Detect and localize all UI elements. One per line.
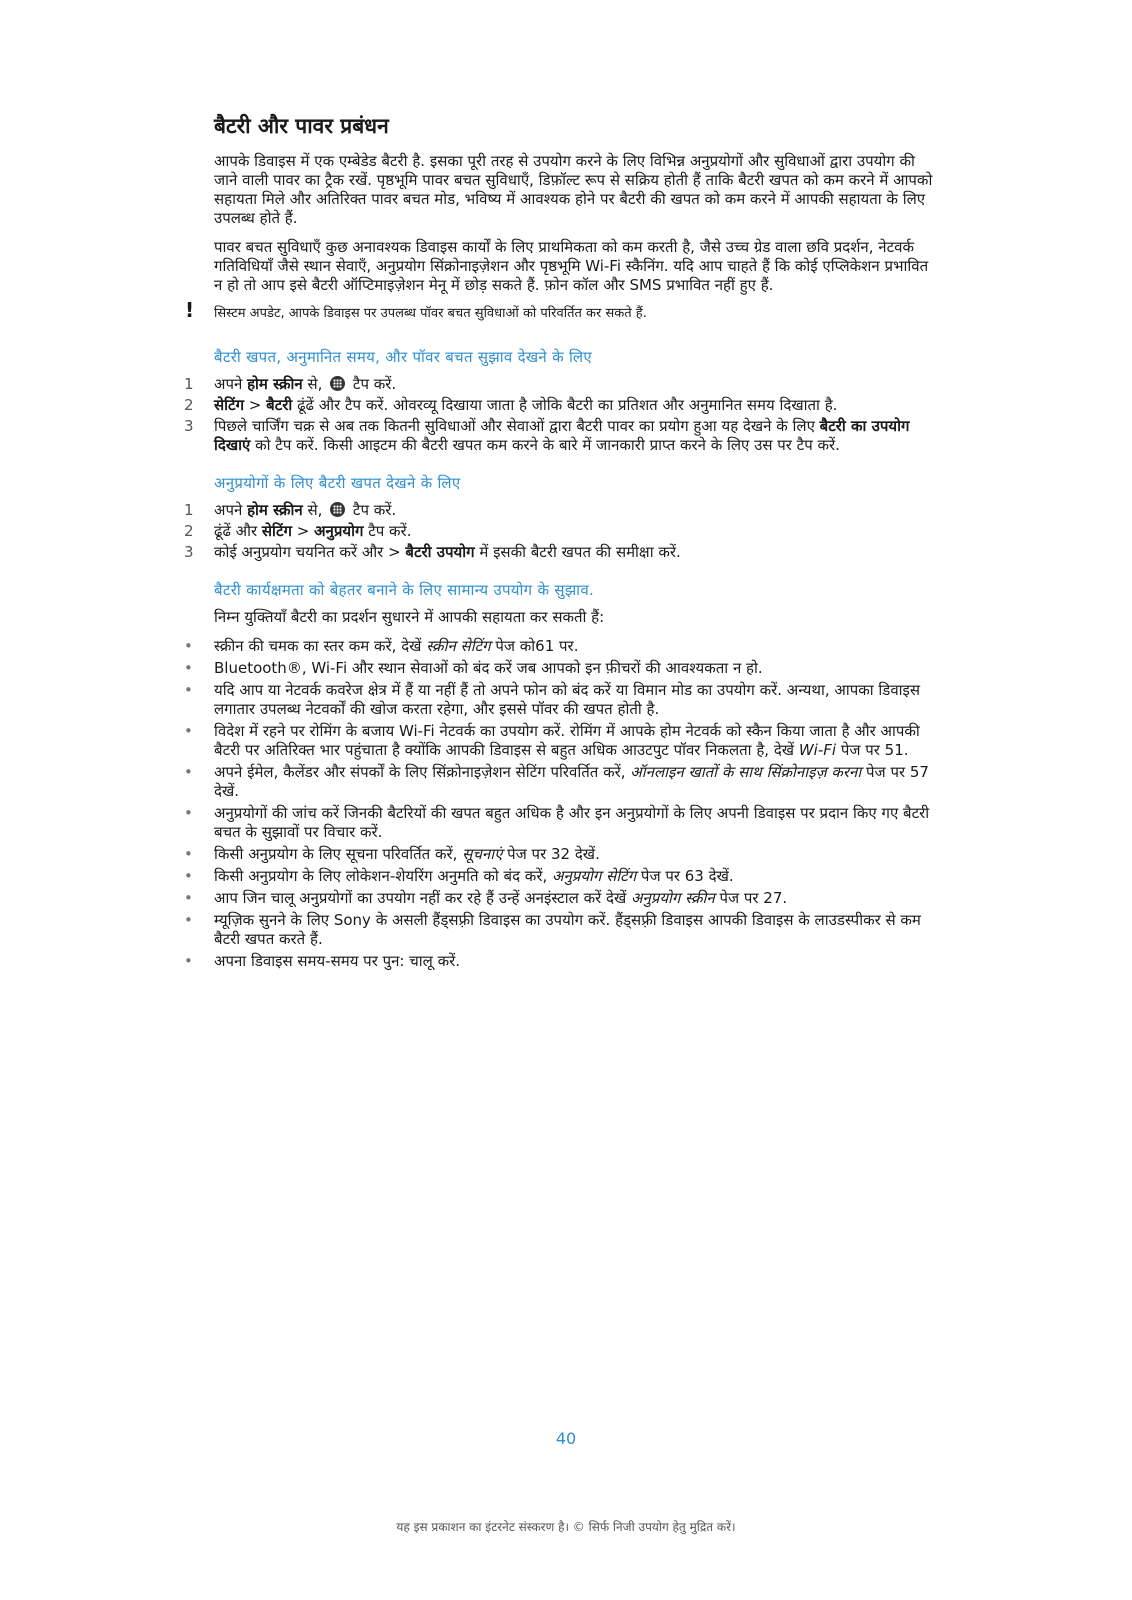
bullet: •: [184, 681, 193, 699]
exclamation-icon: !: [185, 298, 195, 322]
step-item: 1 अपने होम स्क्रीन से, टैप करें.: [184, 375, 397, 393]
step-item: 2 सेटिंग > बैटरी ढूंढें और टैप करें. ओवरव्यू दिखाया जाता है जोकि बैटरी का प्रतिशत और अनुमानित समय दिखाता है.: [184, 396, 838, 414]
intro-paragraph: पावर बचत सुविधाएँ कुछ अनावश्यक डिवाइस कार्यों के लिए प्राथमिकता को कम करती है, जैसे उच्च ग्रेड वाला छवि प्रदर्शन, नेटवर्क गतिविधियाँ जैसे स्थान सेवाएँ, अनुप्रयोग सिंक्रोनाइज़ेशन और पृष्ठभूमि Wi-Fi स्कैनिंग. यदि आप चाहते हैं कि कोई एप्लिकेशन प्रभावित न हो तो आप इसे बैटरी ऑप्टिमाइज़ेशन मेनू में छोड़ सकते हैं. फ़ोन कॉल और SMS प्रभावित नहीं हुए हैं.: [214, 238, 929, 294]
bullet: •: [184, 845, 193, 863]
bold-term: सेटिंग: [214, 396, 245, 414]
bullet: •: [184, 911, 193, 929]
steps-list: [184, 375, 934, 455]
bold-term: बैटरी का उपयोग दिखाएं: [214, 417, 910, 454]
page-number: 40: [555, 1429, 577, 1448]
list-item: • किसी अनुप्रयोग के लिए सूचना परिवर्तित करें, सूचनाएं पेज पर 32 देखें.: [184, 845, 600, 863]
cross-reference-link[interactable]: अनुप्रयोग स्क्रीन: [631, 889, 715, 907]
bold-term: बैटरी: [266, 396, 293, 414]
intro-paragraph: आपके डिवाइस में एक एम्बेडेड बैटरी है. इसका पूरी तरह से उपयोग करने के लिए विभिन्न अनुप्रयोगों और सुविधाओं द्वारा उपयोग की जाने वाली पावर का ट्रैक रखें. पृष्ठभूमि पावर बचत सुविधाएँ, डिफ़ॉल्ट रूप से सक्रिय होती हैं ताकि बैटरी खपत को कम करने में आपको सहायता मिले और अतिरिक्त पावर बचत मोड, भविष्य में आवश्यक होने पर बैटरी की खपत को कम करने में आपकी सहायता के लिए उपलब्ध होते हैं.: [214, 152, 933, 227]
page-content: [184, 112, 934, 974]
bullet: •: [184, 722, 193, 740]
cross-reference-link[interactable]: ऑनलाइन खातों के साथ सिंक्रोनाइज़ करना: [630, 763, 862, 781]
bold-term: बैटरी उपयोग: [405, 543, 475, 561]
list-item: • स्क्रीन की चमक का स्तर कम करें, देखें स्क्रीन सेटिंग पेज को61 पर.: [184, 637, 579, 655]
bold-term: अनुप्रयोग: [314, 522, 364, 540]
step-number: 2: [184, 522, 194, 540]
list-item: • अपना डिवाइस समय-समय पर पुन: चालू करें.: [184, 952, 461, 970]
step-number: 2: [184, 396, 194, 414]
list-item: • म्यूज़िक सुनने के लिए Sony के असली हैंड्सफ़्री डिवाइस का उपयोग करें. हैंड्सफ़्री डिवाइस आपकी डिवाइस के लाउडस्पीकर से कम बैटरी खपत करते हैं.: [184, 911, 921, 948]
bold-term: होम स्क्रीन: [247, 375, 303, 393]
note-text: सिस्टम अपडेट, आपके डिवाइस पर उपलब्ध पॉवर बचत सुविधाओं को परिवर्तित कर सकते हैं.: [214, 306, 647, 321]
cross-reference-link[interactable]: अनुप्रयोग सेटिंग: [552, 867, 637, 885]
section-heading: बैटरी खपत, अनुमानित समय, और पॉवर बचत सुझाव देखने के लिए: [214, 348, 592, 366]
tips-intro: निम्न युक्तियाँ बैटरी का प्रदर्शन सुधारने में आपकी सहायता कर सकती हैं:: [214, 608, 605, 626]
bullet: •: [184, 637, 193, 655]
apps-grid-icon: [330, 376, 345, 391]
list-item: • अपने ईमेल, कैलेंडर और संपर्कों के लिए सिंक्रोनाइज़ेशन सेटिंग परिवर्तित करें, ऑनलाइन खातों के साथ सिंक्रोनाइज़ करना पेज पर 57 देखें.: [184, 763, 929, 800]
step-item: 1 अपने होम स्क्रीन से, टैप करें.: [184, 501, 397, 519]
step-item: 3 कोई अनुप्रयोग चयनित करें और > बैटरी उपयोग में इसकी बैटरी खपत की समीक्षा करें.: [184, 543, 681, 561]
bullet: •: [184, 867, 193, 885]
bullet: •: [184, 952, 193, 970]
step-item: 3 पिछले चार्जिंग चक्र से अब तक कितनी सुविधाओं और सेवाओं द्वारा बैटरी पावर का प्रयोग हुआ यह देखने के लिए बैटरी का उपयोग दिखाएं को टैप करें. किसी आइटम की बैटरी खपत कम करने के बारे में जानकारी प्राप्त करने के लिए उस पर टैप करें.: [184, 417, 910, 454]
section-heading: बैटरी कार्यक्षमता को बेहतर बनाने के लिए सामान्य उपयोग के सुझाव.: [214, 581, 595, 599]
list-item: • यदि आप या नेटवर्क कवरेज क्षेत्र में हैं या नहीं हैं तो अपने फोन को बंद करें या विमान मोड का उपयोग करें. अन्यथा, आपका डिवाइस लगातार उपलब्ध नेटवर्कों की खोज करता रहेगा, और इससे पॉवर की खपत होती है.: [184, 681, 921, 718]
steps-list: [184, 501, 934, 562]
tips-list: [184, 637, 934, 971]
step-number: 1: [184, 375, 194, 393]
page-title: बैटरी और पावर प्रबंधन: [214, 114, 389, 138]
cross-reference-link[interactable]: सूचनाएं: [462, 845, 503, 863]
list-item: • अनुप्रयोगों की जांच करें जिनकी बैटरियों की खपत बहुत अधिक है और इन अनुप्रयोगों के लिए अपनी डिवाइस पर प्रदान किए गए बैटरी बचत के सुझावों पर विचार करें.: [184, 804, 930, 841]
bold-term: सेटिंग: [261, 522, 292, 540]
bold-term: होम स्क्रीन: [247, 501, 303, 519]
list-item: • विदेश में रहने पर रोमिंग के बजाय Wi-Fi नेटवर्क का उपयोग करें. रोमिंग में आपके होम नेटवर्क को स्कैन किया जाता है और आपकी बैटरी पर अतिरिक्त भार पहुंचाता है क्योंकि आपकी डिवाइस से बहुत अधिक आउटपुट पॉवर निकलता है, देखें Wi-Fi पेज पर 51.: [184, 722, 920, 759]
step-number: 1: [184, 501, 194, 519]
bullet: •: [184, 889, 193, 907]
cross-reference-link[interactable]: स्क्रीन सेटिंग: [426, 637, 491, 655]
section-heading: अनुप्रयोगों के लिए बैटरी खपत देखने के लिए: [214, 474, 461, 492]
bullet: •: [184, 804, 193, 822]
step-item: 2 ढूंढें और सेटिंग > अनुप्रयोग टैप करें.: [184, 522, 412, 540]
step-number: 3: [184, 417, 194, 435]
list-item: • Bluetooth®, Wi-Fi और स्थान सेवाओं को बंद करें जब आपको इन फ़ीचरों की आवश्यकता न हो.: [184, 659, 763, 677]
note-box: [185, 298, 934, 323]
list-item: • किसी अनुप्रयोग के लिए लोकेशन-शेयरिंग अनुमति को बंद करें, अनुप्रयोग सेटिंग पेज पर 63 देखें.: [184, 867, 734, 885]
bullet: •: [184, 659, 193, 677]
bullet: •: [184, 763, 193, 781]
cross-reference-link[interactable]: Wi-Fi: [798, 741, 837, 759]
list-item: • आप जिन चालू अनुप्रयोगों का उपयोग नहीं कर रहे हैं उन्हें अनइंस्टाल करें देखें अनुप्रयोग स्क्रीन पेज पर 27.: [184, 889, 788, 907]
step-number: 3: [184, 543, 194, 561]
apps-grid-icon: [330, 502, 345, 517]
footer-note: यह इस प्रकाशन का इंटरनेट संस्करण है। © सिर्फ निजी उपयोग हेतु मुद्रित करें।: [396, 1520, 736, 1534]
